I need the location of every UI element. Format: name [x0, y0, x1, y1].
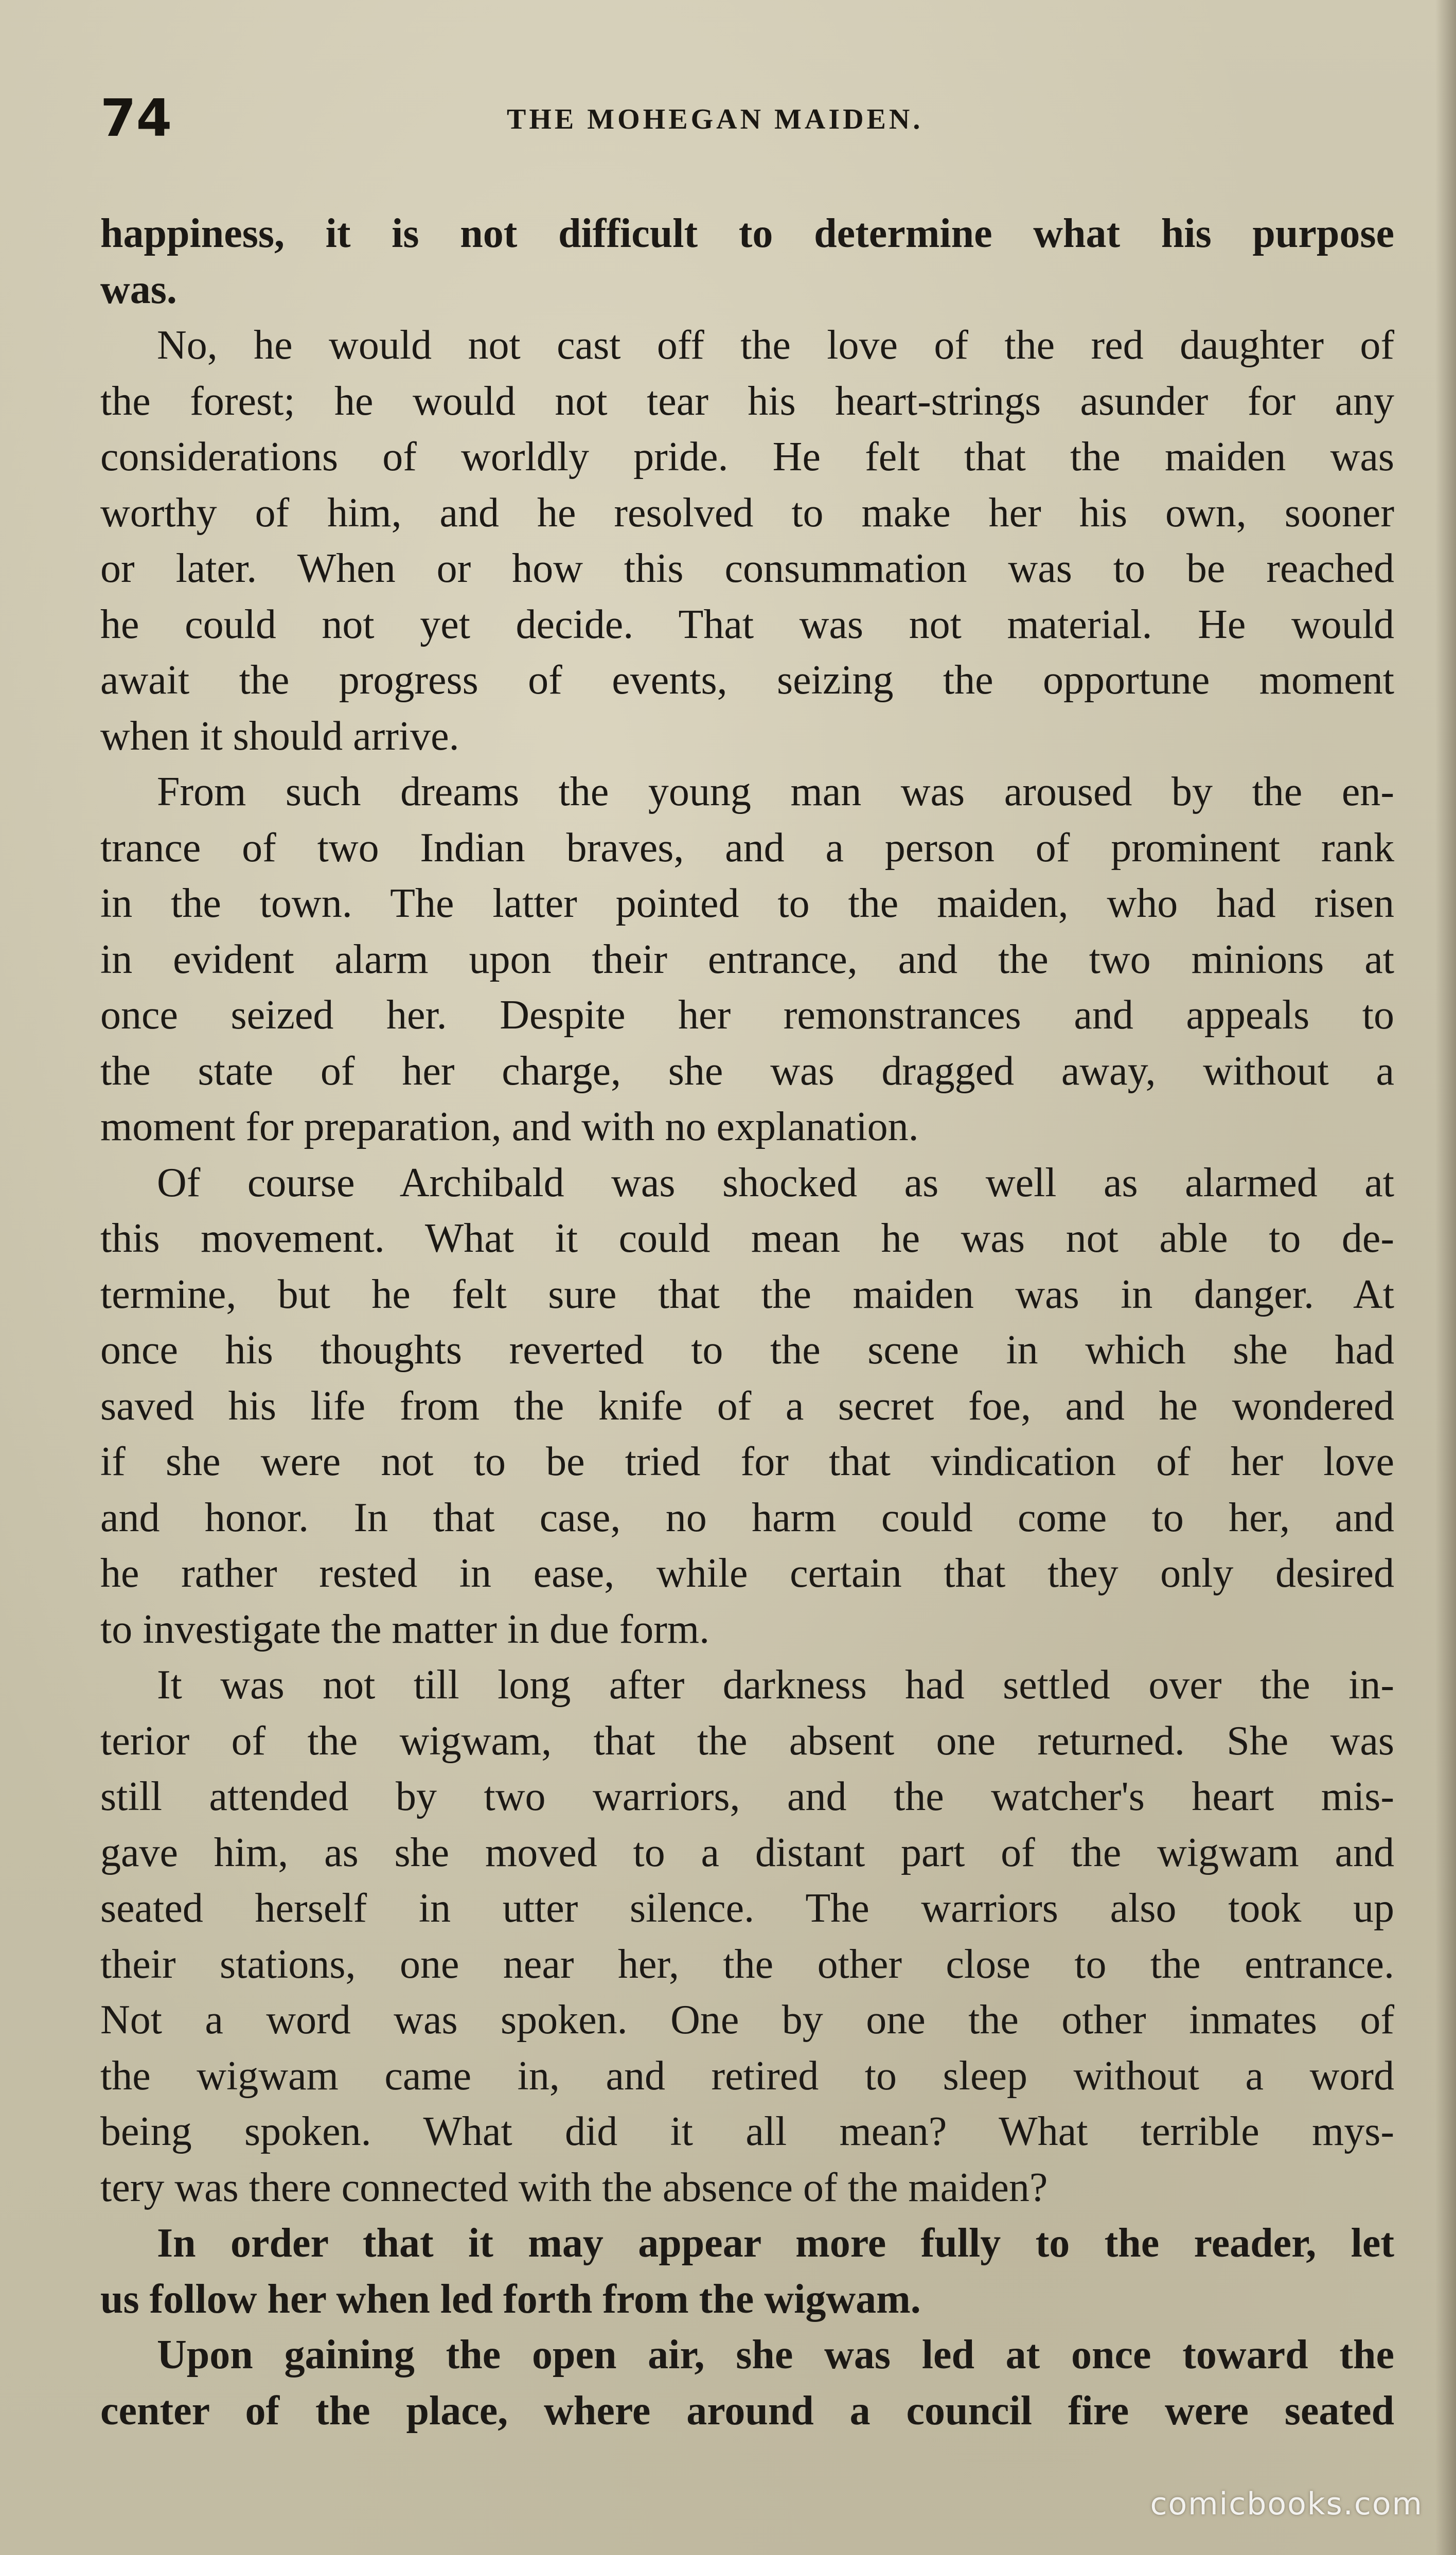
text-line: being spoken. What did it all mean? What terrible mys- — [100, 2109, 1394, 2154]
text-line: he rather rested in ease, while certain that they only desired — [100, 1551, 1394, 1596]
text-line: this movement. What it could mean he was not able to de- — [100, 1216, 1394, 1261]
text-line: and honor. In that case, no harm could come to her, and — [100, 1495, 1394, 1540]
text-line: or later. When or how this consummation was to be reached — [100, 546, 1394, 591]
text-line: trance of two Indian braves, and a person of prominent rank — [100, 825, 1394, 871]
text-line: It was not till long after darkness had settled over the in- — [157, 1662, 1394, 1708]
text-line: In order that it may appear more fully to the reader, let — [157, 2221, 1394, 2266]
text-line: No, he would not cast off the love of the red daughter of — [157, 323, 1394, 368]
text-line: the state of her charge, she was dragged away, without a — [100, 1048, 1394, 1094]
text-line: Upon gaining the open air, she was led at once toward the — [157, 2332, 1394, 2377]
body-text — [100, 206, 1394, 2439]
page-number: 74 — [100, 88, 172, 148]
text-line: terior of the wigwam, that the absent one returned. She was — [100, 1718, 1394, 1764]
text-line: center of the place, where around a council fire were seated — [100, 2388, 1394, 2434]
text-line: From such dreams the young man was aroused by the en- — [157, 769, 1394, 814]
text-line: seated herself in utter silence. The warriors also took up — [100, 1886, 1394, 1931]
text-line: when it should arrive. — [100, 713, 459, 759]
text-line: await the progress of events, seizing the opportune moment — [100, 658, 1394, 703]
text-line: the wigwam came in, and retired to sleep without a word — [100, 2053, 1394, 2099]
text-line: to investigate the matter in due form. — [100, 1606, 710, 1652]
text-line: tery was there connected with the absence of the maiden? — [100, 2164, 1048, 2210]
watermark: comicbooks.com — [1150, 2486, 1423, 2522]
text-line: considerations of worldly pride. He felt that the maiden was — [100, 434, 1394, 480]
text-line: was. — [100, 267, 177, 312]
text-line: us follow her when led forth from the wigwam. — [100, 2276, 921, 2322]
text-line: if she were not to be tried for that vindication of her love — [100, 1439, 1394, 1484]
text-line: once his thoughts reverted to the scene in which she had — [100, 1327, 1394, 1373]
text-line: he could not yet decide. That was not material. He would — [100, 601, 1394, 647]
text-line: saved his life from the knife of a secret foe, and he wondered — [100, 1383, 1394, 1429]
text-line: still attended by two warriors, and the watcher's heart mis- — [100, 1774, 1394, 1819]
text-line: in evident alarm upon their entrance, and the two minions at — [100, 936, 1394, 982]
text-line: the forest; he would not tear his heart-strings asunder for any — [100, 378, 1394, 424]
text-line: gave him, as she moved to a distant part of the wigwam and — [100, 1830, 1394, 1875]
text-line: in the town. The latter pointed to the maiden, who had risen — [100, 881, 1394, 926]
running-title: THE MOHEGAN MAIDEN. — [507, 103, 924, 135]
text-line: Of course Archibald was shocked as well as alarmed at — [157, 1160, 1394, 1205]
text-line: once seized her. Despite her remonstrances and appeals to — [100, 992, 1394, 1038]
page-header — [100, 87, 1394, 149]
text-line: moment for preparation, and with no explanation. — [100, 1104, 919, 1149]
text-line: Not a word was spoken. One by one the other inmates of — [100, 1997, 1394, 2043]
text-line: their stations, one near her, the other close to the entrance. — [100, 1941, 1394, 1987]
text-line: termine, but he felt sure that the maiden was in danger. At — [100, 1271, 1394, 1317]
text-line: happiness, it is not difficult to determine what his purpose — [100, 211, 1394, 256]
text-line: worthy of him, and he resolved to make her his own, sooner — [100, 490, 1394, 536]
